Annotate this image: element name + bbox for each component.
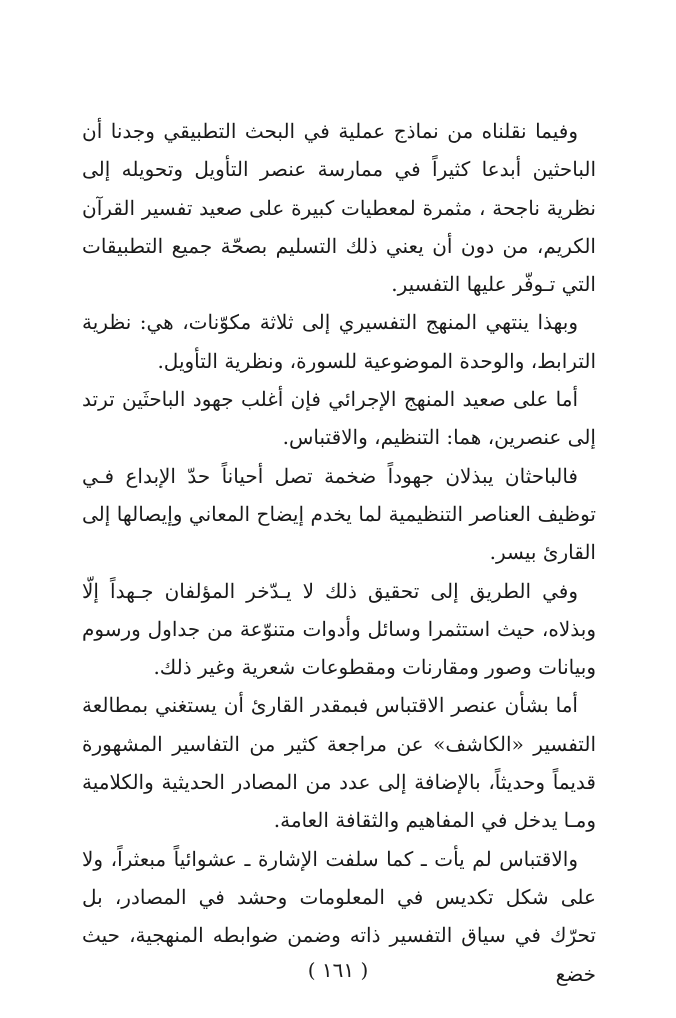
body-text xyxy=(82,112,596,993)
paragraph-3: أما على صعيد المنهج الإجرائي فإن أغلب جهود الباحثَين ترتد إلى عنصرين، هما: التنظيم، والاقتباس. xyxy=(82,387,596,450)
paragraph-6: أما بشأن عنصر الاقتباس فبمقدر القارئ أن يستغني بمطالعة التفسير «الكاشف» عن مراجعة كثير من التفاسير المشهورة قديماً وحديثاً، بالإضافة إلى عدد من المصادر الحديثية والكلامية ومـا يدخل في المفاهيم والثقافة العامة. xyxy=(82,693,596,833)
paragraph-2: وبهذا ينتهي المنهج التفسيري إلى ثلاثة مكوّنات، هي: نظرية الترابط، والوحدة الموضوعية للسورة، ونظرية التأويل. xyxy=(82,310,596,373)
paragraph-7: والاقتباس لم يأت ـ كما سلفت الإشارة ـ عشوائياً مبعثراً، ولا على شكل تكديس في المعلومات وحشد في المصادر، بل تحرّك في سياق التفسير ذاته وضمن ضوابطه المنهجية، حيث خضع xyxy=(82,846,596,986)
paragraph-1: وفيما نقلناه من نماذج عملية في البحث التطبيقي وجدنا أن الباحثين أبدعا كثيراً في ممارسة عنصر التأويل وتحويله إلى نظرية ناجحة ، مثمرة لمعطيات كبيرة على صعيد تفسير القرآن الكريم، من دون أن يعني ذلك التسليم بصحّة جميع التطبيقات التي تـوفّر عليها التفسير. xyxy=(82,119,596,297)
paragraph-4: فالباحثان يبذلان جهوداً ضخمة تصل أحياناً حدّ الإبداع فـي توظيف العناصر التنظيمية لما يخدم إيضاح المعاني وإيصالها إلى القارئ بيسر. xyxy=(82,463,596,565)
paragraph-5: وفي الطريق إلى تحقيق ذلك لا يـدّخر المؤلفان جـهداً إلّا وبذلاه، حيث استثمرا وسائل وأدوات متنوّعة من جداول ورسوم وبيانات وصور ومقارنات ومقطوعات شعرية وغير ذلك. xyxy=(82,578,596,680)
page-number: ( ١٦١ ) xyxy=(307,958,369,982)
